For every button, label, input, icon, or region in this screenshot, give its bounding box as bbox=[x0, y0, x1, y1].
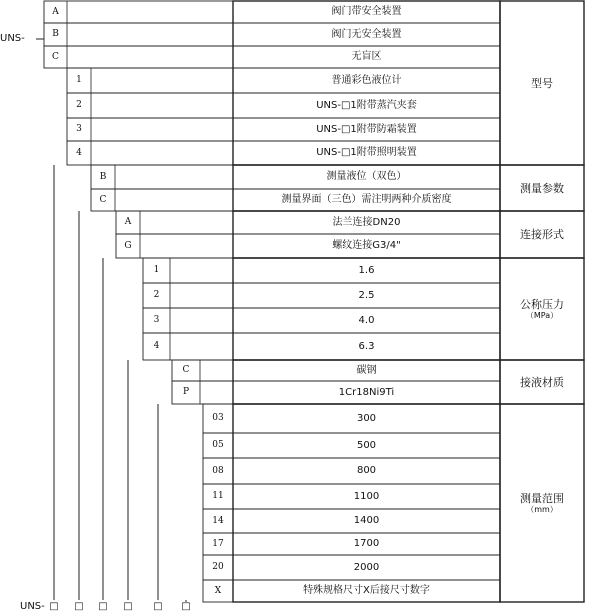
option-code: G bbox=[124, 240, 132, 251]
option-code: A bbox=[124, 217, 132, 227]
option-desc: UNS-□1附带蒸汽夹套 bbox=[316, 99, 417, 111]
option-code: C bbox=[99, 194, 107, 205]
option-code: 08 bbox=[212, 465, 224, 476]
option-code: 3 bbox=[153, 315, 160, 325]
option-desc: 300 bbox=[356, 412, 377, 424]
option-code: 17 bbox=[212, 538, 224, 549]
category-label-3: 连接形式 bbox=[520, 228, 564, 241]
footer-code-box: □ bbox=[123, 601, 133, 612]
option-code: 3 bbox=[76, 124, 82, 134]
option-desc: 碳钢 bbox=[356, 364, 377, 376]
option-code: C bbox=[182, 365, 190, 375]
option-desc: 螺纹连接G3/4" bbox=[332, 240, 401, 251]
option-code: B bbox=[99, 171, 107, 182]
option-code: 1 bbox=[76, 75, 82, 85]
option-desc: 800 bbox=[356, 465, 377, 476]
option-desc: UNS-□1附带防霜装置 bbox=[316, 123, 417, 135]
category-label-4: 公称压力 bbox=[520, 297, 564, 311]
option-desc: 1100 bbox=[353, 490, 380, 502]
option-code: 2 bbox=[76, 100, 82, 110]
option-code: C bbox=[52, 51, 59, 62]
model-prefix: UNS- bbox=[0, 33, 25, 44]
option-desc: 2.5 bbox=[358, 289, 375, 301]
option-desc: UNS-□1附带照明装置 bbox=[316, 147, 417, 158]
footer-code-box: □ bbox=[49, 601, 59, 612]
category-label-6: 测量范围 bbox=[520, 491, 564, 505]
category-label-1: 型号 bbox=[531, 76, 553, 90]
category-unit-4: （MPa） bbox=[525, 311, 559, 320]
option-desc: 1400 bbox=[353, 515, 380, 526]
option-code: A bbox=[52, 6, 59, 17]
option-desc: 2000 bbox=[353, 561, 380, 573]
option-desc: 测量液位（双色） bbox=[326, 171, 407, 182]
option-desc: 1700 bbox=[353, 538, 380, 549]
footer-code-box: □ bbox=[153, 601, 163, 612]
option-code: 2 bbox=[153, 290, 160, 300]
option-desc: 阀门无安全装置 bbox=[331, 28, 402, 40]
option-code: 03 bbox=[212, 413, 224, 423]
option-desc: 1.6 bbox=[358, 264, 375, 276]
option-desc: 阀门带安全装置 bbox=[331, 6, 402, 17]
option-code: 14 bbox=[212, 515, 224, 526]
category-label-2: 测量参数 bbox=[520, 181, 564, 195]
option-code: 05 bbox=[212, 440, 224, 450]
option-desc: 4.0 bbox=[358, 314, 375, 326]
option-desc: 1Cr18Ni9Ti bbox=[338, 386, 395, 398]
option-code: P bbox=[182, 387, 190, 397]
footer-prefix: UNS- bbox=[20, 601, 45, 612]
footer-code-box: □ bbox=[98, 601, 108, 612]
option-code: 20 bbox=[212, 562, 224, 572]
option-code: 4 bbox=[153, 341, 160, 351]
option-code: 1 bbox=[153, 265, 160, 275]
footer-code-box: □ bbox=[181, 601, 191, 612]
footer-code-box: □ bbox=[74, 601, 84, 612]
option-code: 4 bbox=[76, 147, 82, 158]
option-desc: 普通彩色液位计 bbox=[331, 74, 402, 86]
option-desc: 法兰连接DN20 bbox=[332, 216, 401, 228]
option-desc: 测量界面（三色）需注明两种介质密度 bbox=[281, 194, 452, 205]
option-code: B bbox=[52, 29, 59, 39]
option-code: 11 bbox=[212, 491, 224, 501]
option-code: X bbox=[214, 585, 222, 596]
option-desc: 特殊规格尺寸X后接尺寸数字 bbox=[303, 585, 430, 596]
category-label-5: 接液材质 bbox=[520, 375, 564, 389]
category-unit-6: （mm） bbox=[526, 505, 558, 514]
option-desc: 无盲区 bbox=[351, 51, 382, 62]
option-desc: 6.3 bbox=[358, 340, 375, 352]
option-desc: 500 bbox=[356, 439, 377, 451]
